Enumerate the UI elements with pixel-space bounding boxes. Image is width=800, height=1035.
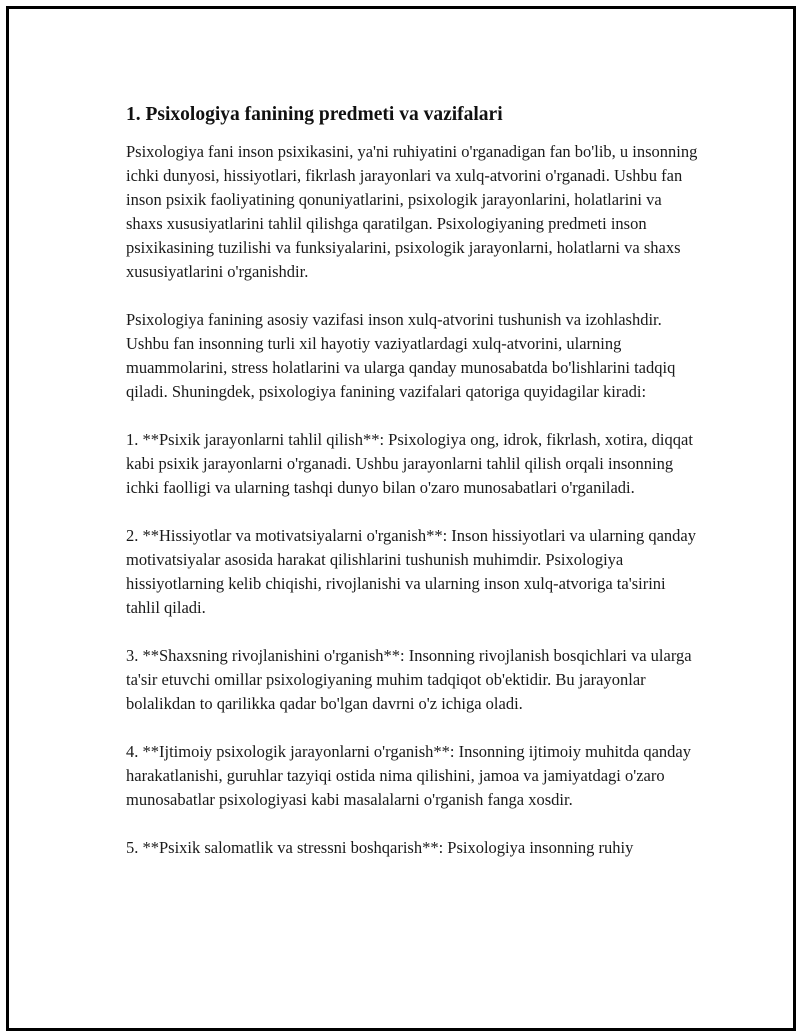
list-item-5: 5. **Psixik salomatlik va stressni boshqarish**: Psixologiya insonning ruhiy [126,838,634,857]
list-item-2: 2. **Hissiyotlar va motivatsiyalarni o'rganish**: Inson hissiyotlari va ularning qanday motivatsiyalar asosida harakat qilishlarini tushunish muhimdir. Psixologiya hissiyotlarning kelib chiqishi, rivojlanishi va ularning inson xulq-atvoriga ta'sirini tahlil qiladi. [126,526,696,617]
document-body [126,101,701,860]
list-item-4: 4. **Ijtimoiy psixologik jarayonlarni o'rganish**: Insonning ijtimoiy muhitda qanday harakatlanishi, guruhlar tazyiqi ostida nima qilishini, jamoa va jamiyatdagi o'zaro munosabatlar psixologiyasi kabi masalalarni o'rganish fanga xosdir. [126,742,691,809]
document-page [6,6,796,1031]
list-item-1: 1. **Psixik jarayonlarni tahlil qilish**: Psixologiya ong, idrok, fikrlash, xotira, diqqat kabi psixik jarayonlarni o'rganadi. Ushbu jarayonlarni tahlil qilish orqali insonning ichki faolligi va ularning tashqi dunyo bilan o'zaro munosabatlari o'rganiladi. [126,430,693,497]
section-title: 1. Psixologiya fanining predmeti va vazifalari [126,104,503,125]
list-item-3: 3. **Shaxsning rivojlanishini o'rganish**: Insonning rivojlanish bosqichlari va ularga ta'sir etuvchi omillar psixologiyaning muhim tadqiqot ob'ektidir. Bu jarayonlar bolalikdan to qarilikka qadar bo'lgan davrni o'z ichiga oladi. [126,646,692,713]
paragraph-tasks-intro: Psixologiya fanining asosiy vazifasi inson xulq-atvorini tushunish va izohlashdir. Ushbu fan insonning turli xil hayotiy vaziyatlardagi xulq-atvorini, ularning muammolarini, stress holatlarini va ularga qanday munosabatda bo'lishlarini tadqiq qiladi. Shuningdek, psixologiya fanining vazifalari qatoriga quyidagilar kiradi: [126,310,676,401]
paragraph-intro: Psixologiya fani inson psixikasini, ya'ni ruhiyatini o'rganadigan fan bo'lib, u insonning ichki dunyosi, hissiyotlari, fikrlash jarayonlari va xulq-atvorini o'rganadi. Ushbu fan inson psixik faoliyatining qonuniyatlarini, psixologik jarayonlarini, holatlarini va shaxs xususiyatlarini tahlil qilishga qaratilgan. Psixologiyaning predmeti inson psixikasining tuzilishi va funksiyalarini, psixologik jarayonlarni, holatlarni va shaxs xususiyatlarini o'rganishdir. [126,142,698,281]
